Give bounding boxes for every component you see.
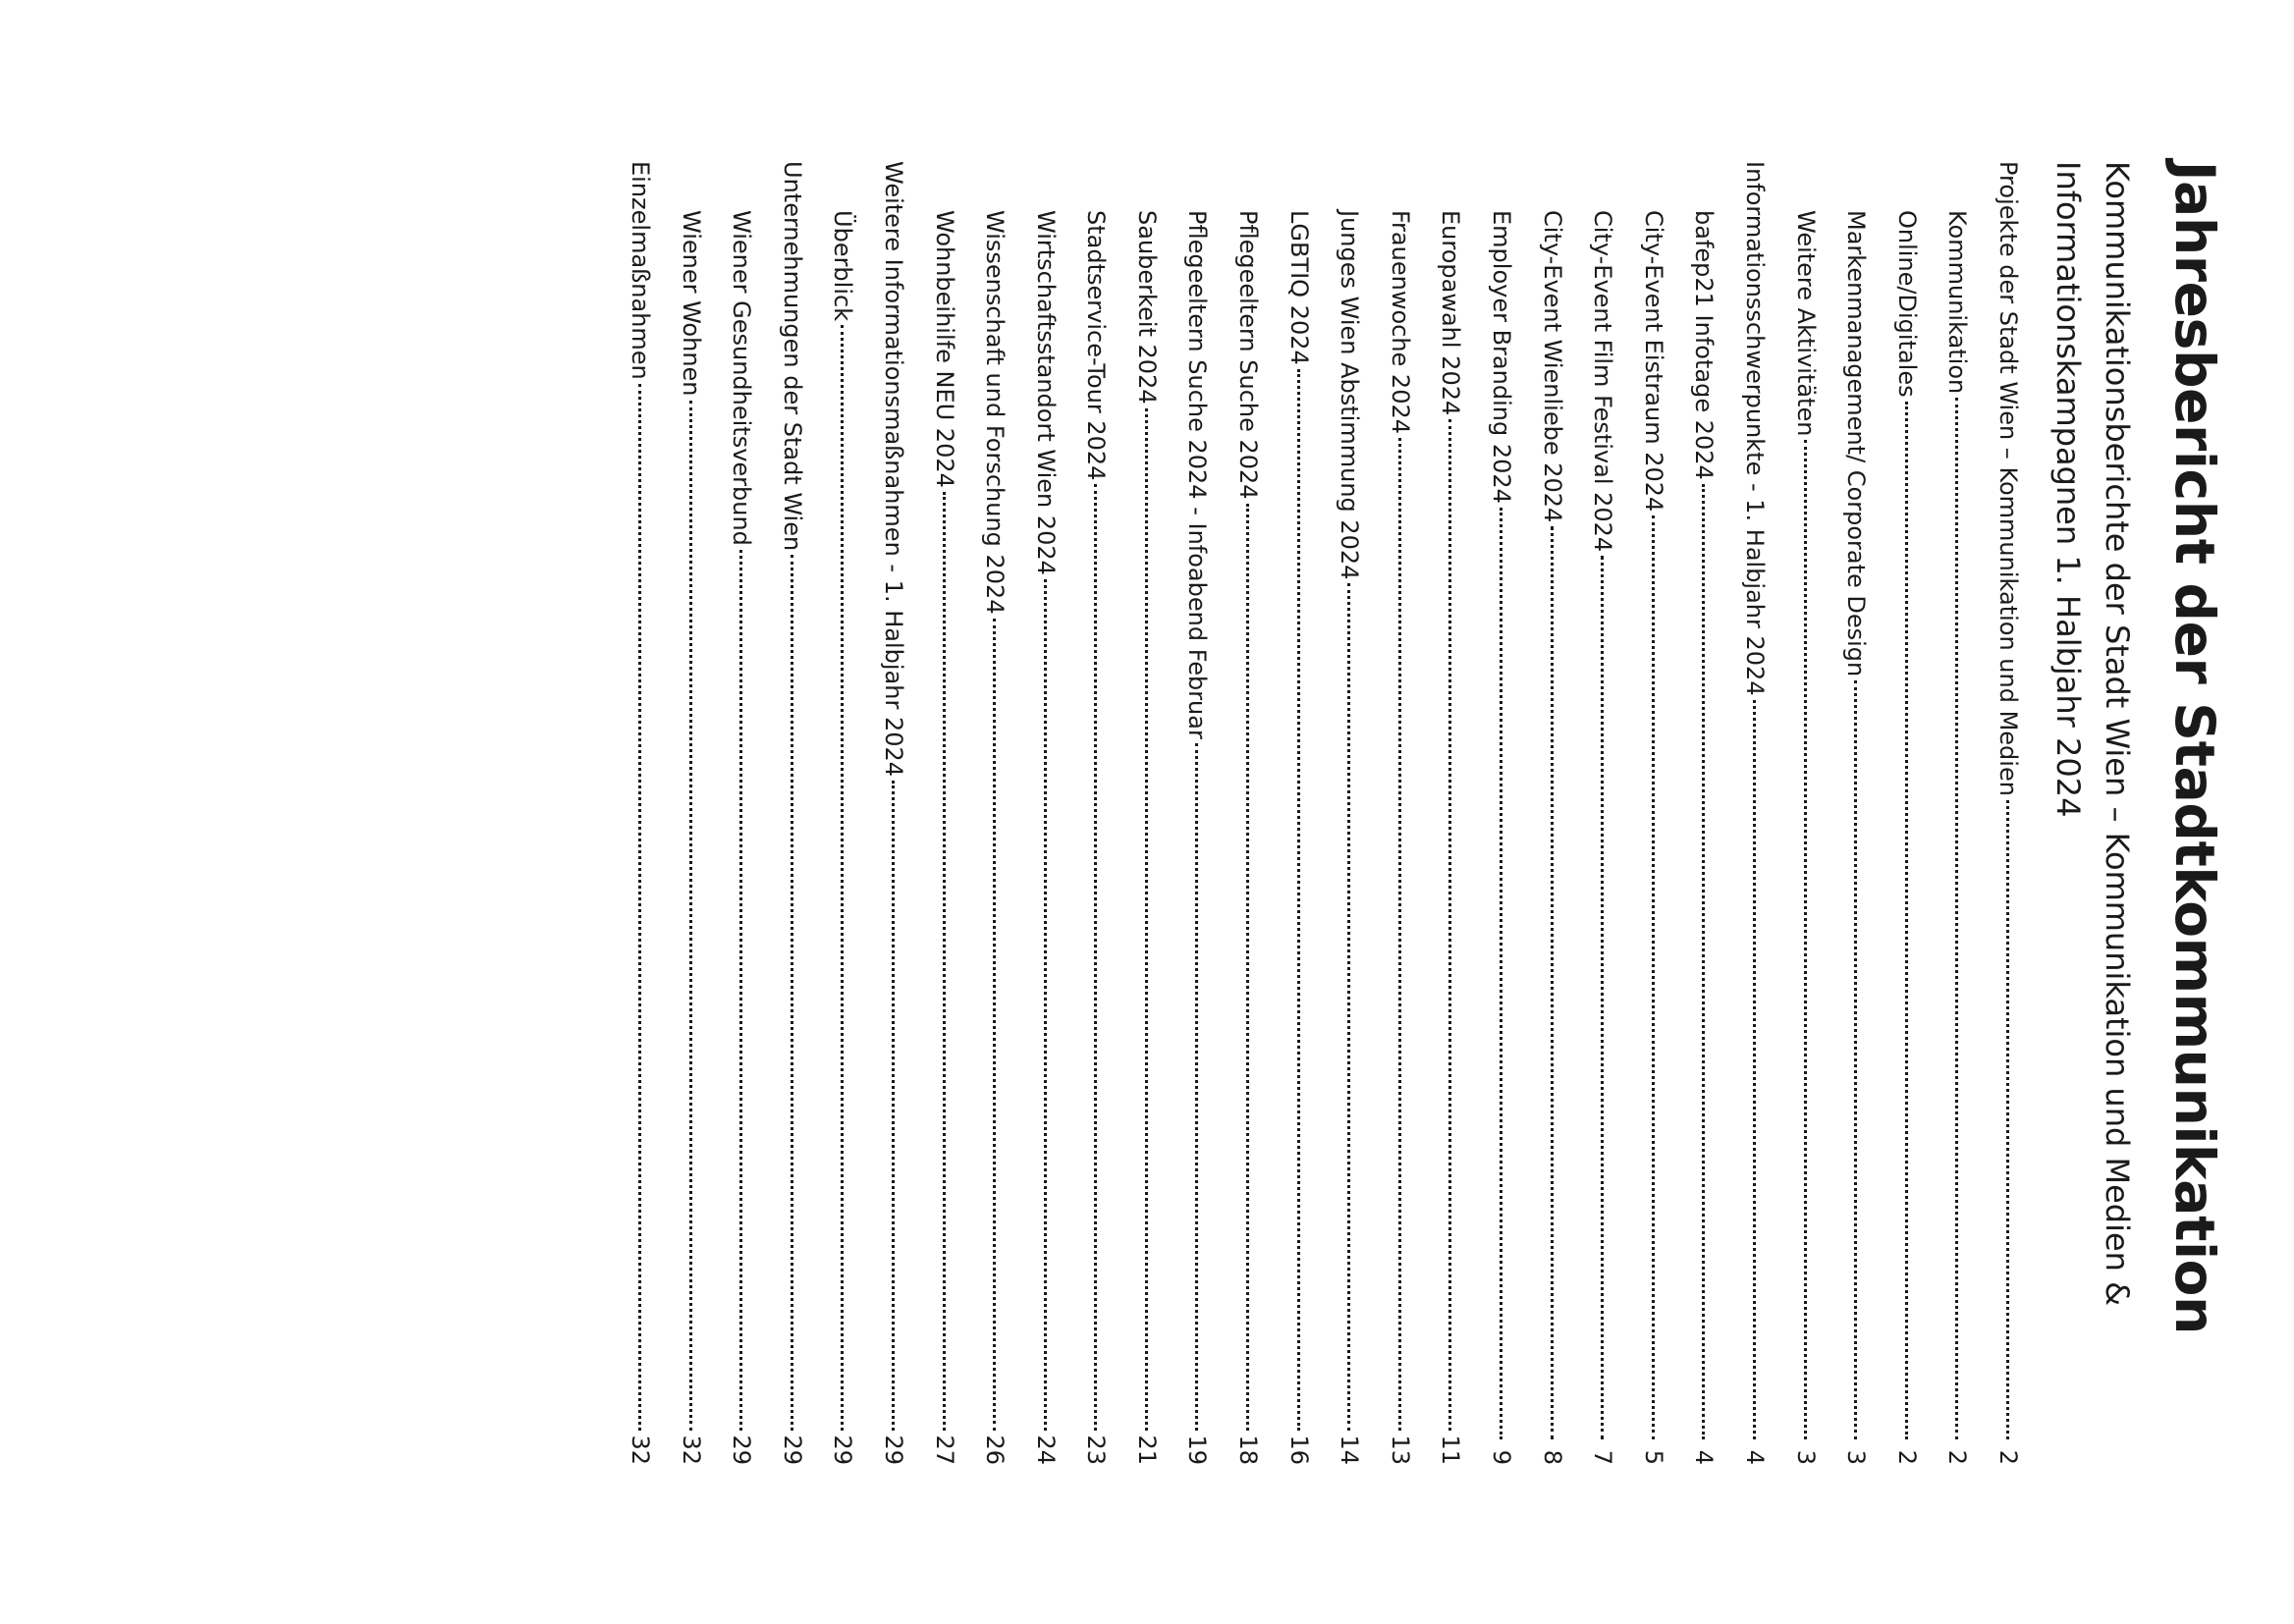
toc-entry-label: bafep21 Infotage 2024 — [1690, 210, 1719, 480]
toc-entry-label: City-Event Eistraum 2024 — [1639, 210, 1667, 513]
toc-entry-label: Informationsschwerpunkte - 1. Halbjahr 2024 — [1741, 161, 1770, 696]
toc-entry-page-number: 16 — [1284, 1435, 1313, 1465]
toc-entry[interactable] — [1223, 161, 1274, 1465]
toc-entry[interactable] — [1526, 161, 1577, 1465]
toc-entry-page-number: 3 — [1842, 1449, 1871, 1465]
toc-entry-label: Junges Wien Abstimmung 2024 — [1336, 210, 1364, 580]
toc-entry[interactable] — [1728, 161, 1779, 1465]
toc-entry[interactable] — [1779, 161, 1830, 1465]
toc-entry[interactable] — [716, 161, 767, 1465]
toc-entry[interactable] — [1830, 161, 1882, 1465]
toc-entry-label: Überblick — [829, 210, 857, 322]
toc-dot-leader — [892, 781, 895, 1431]
toc-dot-leader — [993, 619, 996, 1432]
toc-dot-leader — [1753, 700, 1756, 1439]
toc-entry-page-number: 9 — [1488, 1449, 1516, 1465]
toc-entry-label: Pflegeeltern Suche 2024 — [1234, 210, 1263, 500]
toc-entry-label: Stadtservice-Tour 2024 — [1082, 210, 1111, 481]
toc-entry[interactable] — [969, 161, 1020, 1465]
toc-entry-label: Weitere Informationsmaßnahmen - 1. Halbjahr 2024 — [879, 161, 907, 778]
toc-entry-page-number: 2 — [1943, 1449, 1972, 1465]
toc-dot-leader — [1854, 680, 1857, 1439]
toc-entry[interactable] — [817, 161, 868, 1465]
toc-entry-label: Wohnbeihilfe NEU 2024 — [930, 210, 958, 488]
toc-entry-page-number: 14 — [1336, 1435, 1364, 1465]
toc-entry-page-number: 21 — [1132, 1435, 1161, 1465]
toc-dot-leader — [2006, 800, 2009, 1439]
toc-entry-page-number: 32 — [677, 1435, 705, 1465]
toc-dot-leader — [1196, 743, 1199, 1432]
toc-entry-page-number: 24 — [1031, 1435, 1060, 1465]
toc-entry-label: Wiener Wohnen — [677, 210, 705, 397]
toc-entry-page-number: 29 — [879, 1435, 907, 1465]
toc-entry[interactable] — [1374, 161, 1425, 1465]
toc-entry-page-number: 7 — [1589, 1449, 1617, 1465]
toc-entry-page-number: 2 — [1994, 1449, 2022, 1465]
toc-dot-leader — [1652, 515, 1655, 1439]
toc-entry[interactable] — [665, 161, 716, 1465]
toc-dot-leader — [841, 325, 844, 1431]
toc-entry-label: Employer Branding 2024 — [1488, 210, 1516, 504]
toc-entry-label: Kommunikation — [1943, 210, 1972, 395]
toc-dot-leader — [1347, 583, 1350, 1431]
toc-dot-leader — [943, 492, 946, 1432]
toc-entry-label: Sauberkeit 2024 — [1132, 210, 1161, 405]
toc-entry[interactable] — [1070, 161, 1121, 1465]
toc-entry-label: Wirtschaftsstandort Wien 2024 — [1031, 210, 1060, 575]
toc-entry-label: Online/Digitales — [1892, 210, 1921, 398]
toc-dot-leader — [1804, 440, 1807, 1439]
toc-dot-leader — [1702, 484, 1705, 1439]
document-title: Jahresbericht der Stadtkommunikation — [2163, 161, 2226, 1335]
toc-entry-label: Frauenwoche 2024 — [1386, 210, 1414, 435]
toc-entry-label: Pflegeeltern Suche 2024 - Infoabend Februar — [1183, 210, 1212, 739]
toc-entry-page-number: 29 — [728, 1435, 756, 1465]
toc-entry-page-number: 23 — [1082, 1435, 1111, 1465]
toc-entry[interactable] — [1982, 161, 2033, 1465]
toc-entry-label: City-Event Film Festival 2024 — [1589, 210, 1617, 553]
toc-dot-leader — [638, 384, 641, 1432]
toc-entry-page-number: 26 — [981, 1435, 1010, 1465]
toc-entry-page-number: 19 — [1183, 1435, 1212, 1465]
toc-entry[interactable] — [1120, 161, 1172, 1465]
toc-dot-leader — [1601, 556, 1604, 1439]
toc-dot-leader — [689, 401, 692, 1432]
toc-entry-label: Markenmanagement/ Corporate Design — [1842, 210, 1871, 677]
toc-entry-label: City-Event Wienliebe 2024 — [1538, 210, 1566, 523]
toc-dot-leader — [1500, 508, 1502, 1439]
toc-entry[interactable] — [1627, 161, 1678, 1465]
toc-dot-leader — [1145, 408, 1148, 1432]
toc-entry[interactable] — [1577, 161, 1628, 1465]
toc-entry-label: Wissenschaft und Forschung 2024 — [981, 210, 1010, 615]
toc-entry-label: Europawahl 2024 — [1437, 210, 1465, 416]
toc-entry[interactable] — [1172, 161, 1223, 1465]
toc-entry[interactable] — [1475, 161, 1526, 1465]
toc-entry-label: LGBTIQ 2024 — [1284, 210, 1313, 365]
toc-dot-leader — [1094, 484, 1097, 1431]
toc-entry-page-number: 18 — [1234, 1435, 1263, 1465]
toc-dot-leader — [1398, 438, 1401, 1431]
toc-dot-leader — [1044, 579, 1047, 1432]
toc-entry-label: Unternehmungen der Stadt Wien — [778, 161, 806, 552]
toc-entry[interactable] — [1019, 161, 1070, 1465]
toc-dot-leader — [739, 550, 742, 1432]
toc-entry-page-number: 29 — [778, 1435, 806, 1465]
toc-entry-page-number: 13 — [1386, 1435, 1414, 1465]
toc-entry[interactable] — [614, 161, 665, 1465]
toc-entry[interactable] — [766, 161, 817, 1465]
toc-entry-page-number: 32 — [626, 1435, 654, 1465]
document-subtitle: Kommunikationsberichte der Stadt Wien – Kommunikation und Medien & Informationskampagnen 1. Halbjahr 2024 — [2049, 161, 2136, 1307]
toc-entry[interactable] — [1932, 161, 1983, 1465]
toc-dot-leader — [1955, 398, 1958, 1439]
toc-entry-page-number: 3 — [1791, 1449, 1820, 1465]
toc-entry[interactable] — [1425, 161, 1476, 1465]
toc-entry-label: Einzelmaßnahmen — [626, 161, 654, 380]
toc-dot-leader — [1905, 402, 1908, 1439]
table-of-contents — [614, 161, 2033, 1465]
toc-entry-label: Wiener Gesundheitsverbund — [728, 210, 756, 546]
toc-dot-leader — [1246, 504, 1249, 1432]
toc-entry[interactable] — [1324, 161, 1375, 1465]
toc-entry[interactable] — [1678, 161, 1729, 1465]
toc-dot-leader — [1297, 369, 1300, 1432]
toc-entry[interactable] — [867, 161, 918, 1465]
toc-entry-page-number: 4 — [1741, 1449, 1770, 1465]
toc-dot-leader — [1551, 526, 1554, 1439]
toc-entry-page-number: 29 — [829, 1435, 857, 1465]
toc-entry[interactable] — [1881, 161, 1932, 1465]
toc-entry-page-number: 5 — [1639, 1449, 1667, 1465]
toc-entry-page-number: 8 — [1538, 1449, 1566, 1465]
toc-entry[interactable] — [918, 161, 969, 1465]
toc-entry-page-number: 4 — [1690, 1449, 1719, 1465]
toc-entry-page-number: 27 — [930, 1435, 958, 1465]
toc-entry-page-number: 2 — [1892, 1449, 1921, 1465]
toc-entry-page-number: 11 — [1437, 1435, 1465, 1465]
toc-entry-label: Weitere Aktivitäten — [1791, 210, 1820, 437]
toc-entry[interactable] — [1273, 161, 1324, 1465]
toc-dot-leader — [1448, 419, 1451, 1431]
toc-entry-label: Projekte der Stadt Wien – Kommunikation und Medien — [1994, 161, 2022, 796]
toc-dot-leader — [791, 555, 793, 1431]
